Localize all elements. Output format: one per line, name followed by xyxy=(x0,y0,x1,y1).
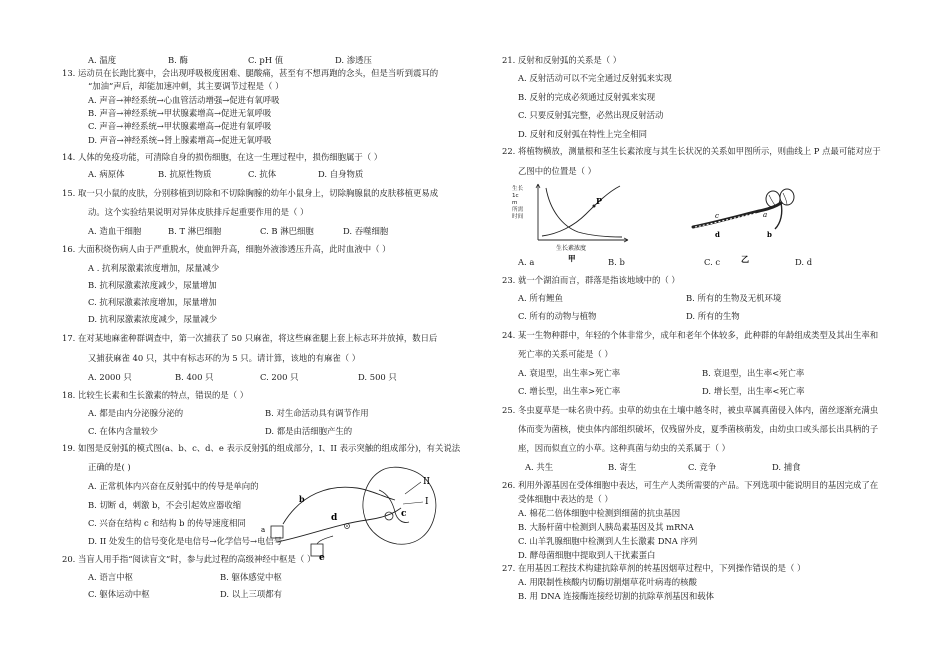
q16-option-b: B. 抗利尿激素浓度减少，尿量增加 xyxy=(88,280,217,290)
q24-option-c: C. 增长型，出生率>死亡率 xyxy=(518,386,621,396)
q17-option-d: D. 500 只 xyxy=(358,372,397,382)
q20-option-a: A. 语言中枢 xyxy=(88,572,133,582)
q15-option-d: D. 吞噬细胞 xyxy=(343,226,389,236)
q25-stem-1: 25. 冬虫夏草是一味名贵中药。虫草的幼虫在土壤中越冬时，被虫草属真菌侵入体内，菌丝逐渐充满虫 xyxy=(502,405,879,415)
q18-option-c: C. 在体内含量较少 xyxy=(88,426,159,436)
q24-option-b: B. 衰退型，出生率<死亡率 xyxy=(702,368,805,378)
q17-option-b: B. 400 只 xyxy=(175,372,214,382)
q24-stem-1: 24. 某一生物种群中，年轻的个体非常少，成年和老年个体较多，此种群的年龄组成类型及其出生率和 xyxy=(502,330,879,340)
q13-stem-1: 13. 运动员在长跑比赛中，会出现呼吸极度困难、腿酸痛，甚至有不想再跑的念头，但是当听到震耳的 xyxy=(62,68,439,78)
q19-stem-1: 19. 如图是反射弧的模式图(a、b、c、d、e 表示反射弧的组成部分，I、II 表示突触的组成部分)，有关说法 xyxy=(62,443,461,453)
q21-option-d: D. 反射和反射弧在特性上完全相同 xyxy=(518,129,647,139)
q13-option-b: B. 声音→神经系统→甲状腺素增高→促进无氧呼吸 xyxy=(88,108,272,118)
figure-jia-label: 甲 xyxy=(568,254,576,263)
q22-option-a: A. a xyxy=(518,257,535,267)
label-c: c xyxy=(715,212,719,220)
seedling-stem xyxy=(693,203,781,227)
q26-option-c: C. 山羊乳腺细胞中检测到人生长激素 DNA 序列 xyxy=(518,536,698,546)
efferent-nerve xyxy=(277,508,401,542)
q14-option-b: B. 抗原性物质 xyxy=(158,169,212,179)
q25-stem-2: 体而变为菌核，使虫体内部组织破坏，仅残留外皮，夏季菌核萌发，由幼虫口或头部长出具柄的子 xyxy=(518,424,879,434)
q15-option-a: A. 造血干细胞 xyxy=(88,226,142,236)
q18-option-a: A. 都是由内分泌腺分泌的 xyxy=(88,408,184,418)
q12-option-b: B. 酶 xyxy=(168,55,188,65)
q21-option-a: A. 反射活动可以不完全通过反射弧来实现 xyxy=(518,73,672,83)
label-d: d xyxy=(715,230,720,239)
q23-option-b: B. 所有的生物及无机环境 xyxy=(686,293,782,303)
q21-option-c: C. 只要反射弧完整，必然出现反射活动 xyxy=(518,110,664,120)
q24-option-d: D. 增长型，出生率<死亡率 xyxy=(702,386,805,396)
q23-option-d: D. 所有的生物 xyxy=(686,311,740,321)
label-c: c xyxy=(401,509,407,519)
q25-option-d: D. 捕食 xyxy=(772,462,801,472)
q16-stem: 16. 大面积烧伤病人由于严重脱水，使血钾升高，细胞外液渗透压升高，此时血液中（ ） xyxy=(62,244,391,254)
q19-option-d: D. II 处发生的信号变化是电信号→化学信号→电信号 xyxy=(88,536,283,546)
q26-stem-2: 受体细胞中表达的是（ ） xyxy=(518,494,613,504)
q14-stem: 14. 人体的免疫功能，可清除自身的损伤细胞，在这一生理过程中，损伤细胞属于（ ） xyxy=(62,152,383,162)
q20-option-b: B. 躯体感觉中枢 xyxy=(220,572,282,582)
q26-option-d: D. 酵母菌细胞中提取到人干扰素蛋白 xyxy=(518,550,656,560)
q27-stem: 27. 在用基因工程技术构建抗除草剂的转基因烟草过程中，下列操作错误的是（ ） xyxy=(502,563,806,573)
q20-stem: 20. 当盲人用手指“阅读盲文”时，参与此过程的高级神经中枢是（ ） xyxy=(62,554,316,564)
q15-option-b: B. T 淋巴细胞 xyxy=(168,226,222,236)
q17-stem-1: 17. 在对某地麻雀种群调查中，第一次捕获了 50 只麻雀，将这些麻雀腿上套上标志环并放掉，数日后 xyxy=(62,333,438,343)
label-leaders xyxy=(403,482,423,504)
q17-option-a: A. 2000 只 xyxy=(88,372,132,382)
q16-option-c: C. 抗利尿激素浓度增加，尿量增加 xyxy=(88,297,217,307)
q22-option-c: C. c xyxy=(704,257,721,267)
x-axis-label: 生长素浓度 xyxy=(556,245,587,252)
q12-option-c: C. pH 值 xyxy=(248,55,284,65)
leaf-1 xyxy=(766,191,780,207)
q22-stem-1: 22. 将植物横放，测量根和茎生长素浓度与其生长状况的关系如甲图所示，则曲线上 P 点最可能对应于 xyxy=(502,146,881,156)
q24-stem-2: 死亡率的关系可能是（ ） xyxy=(518,349,613,359)
ganglion-dot xyxy=(346,525,348,527)
effector-link xyxy=(317,536,333,544)
q24-option-a: A. 衰退型，出生率>死亡率 xyxy=(518,368,621,378)
receptor-box xyxy=(271,526,283,538)
label-a: a xyxy=(261,526,266,534)
q25-option-b: B. 寄生 xyxy=(608,462,637,472)
q19-option-b: B. 切断 d，刺激 b，不会引起效应器收缩 xyxy=(88,500,242,510)
q19-option-a: A. 正常机体内兴奋在反射弧中的传导是单向的 xyxy=(88,481,259,491)
q12-option-a: A. 温度 xyxy=(88,55,117,65)
q23-option-a: A. 所有鲤鱼 xyxy=(518,293,563,303)
figure-yi-label: 乙 xyxy=(741,254,749,263)
q22-stem-2: 乙图中的位置是（ ） xyxy=(518,166,597,176)
q21-option-b: B. 反射的完成必须通过反射弧来实现 xyxy=(518,92,656,102)
q25-option-c: C. 竞争 xyxy=(688,462,717,472)
q19-stem-2: 正确的是( ) xyxy=(88,462,131,472)
q13-option-a: A. 声音→神经系统→心血管活动增强→促进有氧呼吸 xyxy=(88,95,280,105)
q16-option-a: A . 抗利尿激素浓度增加，尿量减少 xyxy=(88,263,220,273)
q25-stem-3: 座，因而似直立的小草。这种真菌与幼虫的关系属于（ ） xyxy=(518,443,731,453)
q20-option-c: C. 躯体运动中枢 xyxy=(88,589,150,599)
right-column xyxy=(490,0,950,658)
q25-option-a: A. 共生 xyxy=(525,462,554,472)
label-a: a xyxy=(763,211,768,219)
q13-option-c: C. 声音→神经系统→甲状腺素增高→促进有氧呼吸 xyxy=(88,121,272,131)
curve-stem xyxy=(546,188,622,237)
q15-stem-2: 动。这个实验结果说明对异体皮肤排斥起重要作用的是（ ） xyxy=(88,207,309,217)
q21-stem: 21. 反射和反射弧的关系是（ ） xyxy=(502,55,622,65)
q16-option-d: D. 抗利尿激素浓度减少，尿量减少 xyxy=(88,314,217,324)
q17-stem-2: 又捕获麻雀 40 只，其中有标志环的为 5 只。请计算，该地的有麻雀（ ） xyxy=(88,353,361,363)
q26-option-a: A. 棉花二倍体细胞中检测到细菌的抗虫基因 xyxy=(518,508,681,518)
q15-option-c: C. B 淋巴细胞 xyxy=(260,226,314,236)
figure-jia-growth-curve xyxy=(516,182,636,262)
figure-yi-seedling xyxy=(685,183,805,263)
q22-option-b: B. b xyxy=(608,257,625,267)
q23-stem: 23. 就一个湖泊而言，群落是指该地域中的（ ） xyxy=(502,275,680,285)
label-b: b xyxy=(299,494,305,504)
q27-option-b: B. 用 DNA 连接酶连接经切割的抗除草剂基因和载体 xyxy=(518,591,715,601)
q14-option-d: D. 自身物质 xyxy=(318,169,364,179)
label-II: II xyxy=(423,477,431,487)
q18-option-b: B. 对生命活动具有调节作用 xyxy=(265,408,369,418)
label-b: b xyxy=(767,230,772,239)
q13-option-d: D. 声音→神经系统→肾上腺素增高→促进无氧呼吸 xyxy=(88,135,272,145)
q18-option-d: D. 都是由活细胞产生的 xyxy=(265,426,353,436)
label-d: d xyxy=(331,513,338,523)
q20-option-d: D. 以上三项都有 xyxy=(220,589,282,599)
q14-option-a: A. 病原体 xyxy=(88,169,125,179)
q13-stem-2: “加油”声后，却能加速冲刺，其主要调节过程是（ ） xyxy=(88,81,284,91)
reflex-arc-diagram xyxy=(255,460,455,560)
q19-option-c: C. 兴奋在结构 c 和结构 b 的传导速度相同 xyxy=(88,518,246,528)
q12-option-d: D. 渗透压 xyxy=(335,55,372,65)
q22-option-d: D. d xyxy=(795,257,813,267)
label-I: I xyxy=(425,497,429,507)
q26-stem-1: 26. 利用外源基因在受体细胞中表达，可生产人类所需要的产品。下列选项中能说明目的基因完成了在 xyxy=(502,480,879,490)
q27-option-a: A. 用限制性核酸内切酶切割烟草花叶病毒的核酸 xyxy=(518,577,697,587)
q15-stem-1: 15. 取一只小鼠的皮肤，分别移植到切除和不切除胸腺的幼年小鼠身上，切除胸腺鼠的皮肤移植更易成 xyxy=(62,188,439,198)
y-axis-label: 生长 1cm 所需时间 xyxy=(512,186,524,220)
q26-option-b: B. 大肠杆菌中检测到人胰岛素基因及其 mRNA xyxy=(518,522,694,532)
q17-option-c: C. 200 只 xyxy=(260,372,299,382)
point-p-label: P xyxy=(596,196,603,206)
label-e: e xyxy=(319,553,325,560)
q18-stem: 18. 比较生长素和生长激素的特点，错误的是（ ） xyxy=(62,390,249,400)
q23-option-c: C. 所有的动物与植物 xyxy=(518,311,597,321)
q14-option-c: C. 抗体 xyxy=(248,169,277,179)
